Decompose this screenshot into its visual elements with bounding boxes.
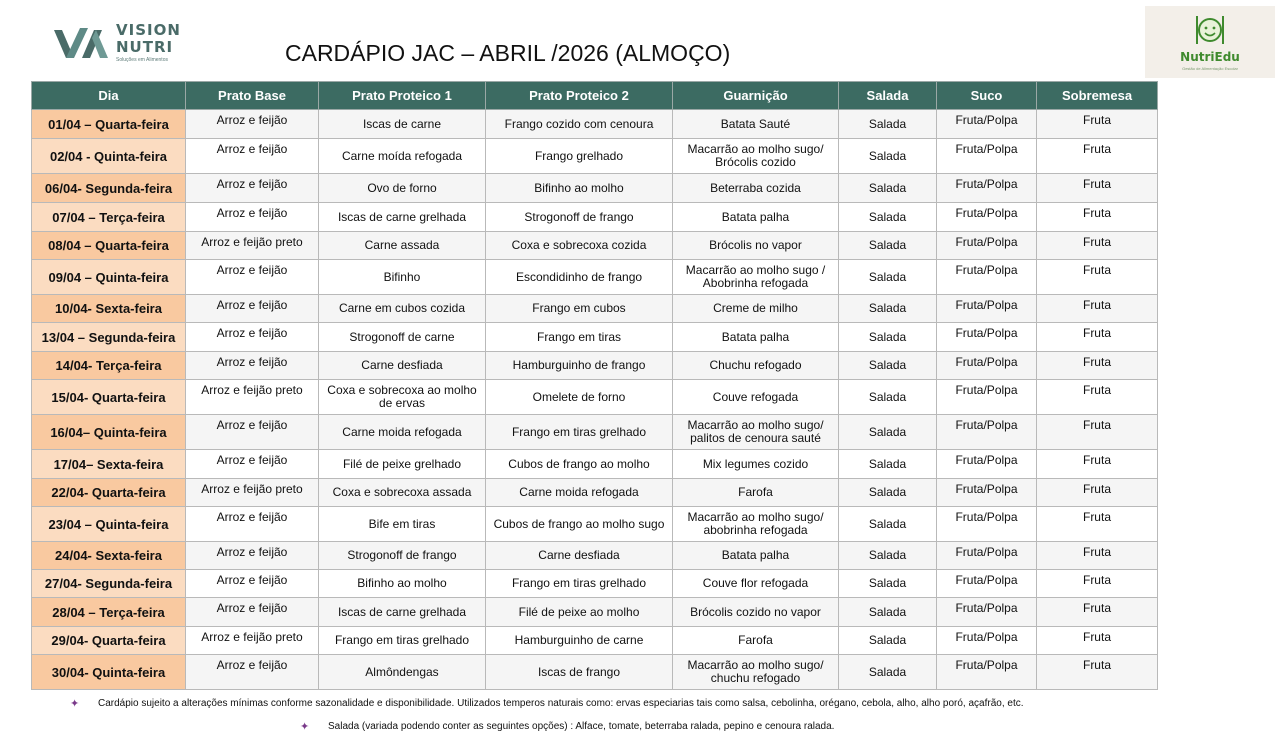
note-seasonality: Cardápio sujeito a alterações mínimas conforme sazonalidade e disponibilidade. Utilizados temperos naturais como: ervas especiarias tais como salsa, cebolinha, orégano, cebola, alho, alho poró, açafrão, etc. (98, 698, 1024, 709)
cell-prato-base: Arroz e feijão (186, 323, 319, 352)
brand-name (116, 22, 181, 56)
cell-suco: Fruta/Polpa (937, 295, 1037, 323)
cell-suco: Fruta/Polpa (937, 110, 1037, 139)
cell-salada: Salada (839, 450, 937, 479)
cell-suco: Fruta/Polpa (937, 542, 1037, 570)
cell-prato-proteico-1: Coxa e sobrecoxa assada (319, 479, 486, 507)
vision-nutri-icon (52, 24, 112, 64)
cell-prato-proteico-1: Bifinho ao molho (319, 570, 486, 598)
cell-prato-proteico-1: Carne em cubos cozida (319, 295, 486, 323)
cell-prato-proteico-2: Cubos de frango ao molho sugo (486, 507, 673, 542)
cell-guarnicao: Brócolis cozido no vapor (673, 598, 839, 627)
cell-prato-base: Arroz e feijão (186, 570, 319, 598)
table-row (32, 139, 1158, 174)
cell-prato-base: Arroz e feijão preto (186, 627, 319, 655)
cell-prato-base: Arroz e feijão (186, 542, 319, 570)
cell-prato-proteico-1: Almôndengas (319, 655, 486, 690)
cell-prato-proteico-2: Frango em cubos (486, 295, 673, 323)
cell-suco: Fruta/Polpa (937, 570, 1037, 598)
cell-dia: 07/04 – Terça-feira (32, 203, 186, 232)
cell-sobremesa: Fruta (1037, 450, 1158, 479)
cell-salada: Salada (839, 415, 937, 450)
cell-prato-base: Arroz e feijão (186, 655, 319, 690)
cell-prato-proteico-2: Carne moida refogada (486, 479, 673, 507)
cell-dia: 29/04- Quarta-feira (32, 627, 186, 655)
cell-suco: Fruta/Polpa (937, 479, 1037, 507)
cell-dia: 17/04– Sexta-feira (32, 450, 186, 479)
bullet-star-icon: ✦ (70, 698, 80, 710)
cell-prato-proteico-1: Iscas de carne grelhada (319, 203, 486, 232)
cell-suco: Fruta/Polpa (937, 139, 1037, 174)
cell-salada: Salada (839, 139, 937, 174)
cell-prato-proteico-1: Strogonoff de frango (319, 542, 486, 570)
page-title: CARDÁPIO JAC – ABRIL /2026 (ALMOÇO) (285, 40, 731, 66)
cell-dia: 10/04- Sexta-feira (32, 295, 186, 323)
cell-guarnicao: Macarrão ao molho sugo/ Brócolis cozido (673, 139, 839, 174)
cell-prato-base: Arroz e feijão (186, 174, 319, 203)
cell-prato-base: Arroz e feijão (186, 507, 319, 542)
cell-sobremesa: Fruta (1037, 323, 1158, 352)
table-row (32, 655, 1158, 690)
smiling-plate-icon (1193, 12, 1227, 48)
table-row (32, 415, 1158, 450)
cell-sobremesa: Fruta (1037, 627, 1158, 655)
cell-dia: 08/04 – Quarta-feira (32, 232, 186, 260)
cell-prato-proteico-1: Strogonoff de carne (319, 323, 486, 352)
cell-sobremesa: Fruta (1037, 598, 1158, 627)
col-header-prato-proteico-2: Prato Proteico 2 (486, 82, 673, 110)
brand-tagline: Soluções em Alimentos (116, 57, 168, 63)
cell-dia: 06/04- Segunda-feira (32, 174, 186, 203)
cell-prato-proteico-1: Carne moída refogada (319, 139, 486, 174)
cell-prato-proteico-1: Carne assada (319, 232, 486, 260)
table-row (32, 352, 1158, 380)
cell-guarnicao: Beterraba cozida (673, 174, 839, 203)
cell-suco: Fruta/Polpa (937, 655, 1037, 690)
cell-salada: Salada (839, 380, 937, 415)
cell-salada: Salada (839, 598, 937, 627)
cell-prato-base: Arroz e feijão (186, 352, 319, 380)
cell-prato-proteico-2: Frango em tiras (486, 323, 673, 352)
cell-guarnicao: Macarrão ao molho sugo / Abobrinha refogada (673, 260, 839, 295)
cell-salada: Salada (839, 570, 937, 598)
cell-sobremesa: Fruta (1037, 110, 1158, 139)
cell-dia: 02/04 - Quinta-feira (32, 139, 186, 174)
table-row (32, 232, 1158, 260)
cell-guarnicao: Creme de milho (673, 295, 839, 323)
note-salad-options: Salada (variada podendo conter as seguintes opções) : Alface, tomate, beterraba ralada, pepino e cenoura ralada. (328, 721, 835, 732)
cell-salada: Salada (839, 110, 937, 139)
cell-salada: Salada (839, 352, 937, 380)
cell-sobremesa: Fruta (1037, 174, 1158, 203)
cell-suco: Fruta/Polpa (937, 352, 1037, 380)
partner-subtitle: Gestão de Alimentação Escolar (1182, 66, 1238, 71)
nutriedu-logo (1145, 6, 1275, 78)
cell-prato-proteico-1: Bife em tiras (319, 507, 486, 542)
cell-dia: 14/04- Terça-feira (32, 352, 186, 380)
cell-sobremesa: Fruta (1037, 570, 1158, 598)
cell-prato-base: Arroz e feijão (186, 450, 319, 479)
table-row (32, 627, 1158, 655)
cell-dia: 13/04 – Segunda-feira (32, 323, 186, 352)
cell-prato-proteico-1: Iscas de carne grelhada (319, 598, 486, 627)
cell-guarnicao: Couve flor refogada (673, 570, 839, 598)
cell-suco: Fruta/Polpa (937, 323, 1037, 352)
table-row (32, 542, 1158, 570)
cell-prato-base: Arroz e feijão (186, 415, 319, 450)
cell-suco: Fruta/Polpa (937, 380, 1037, 415)
cell-prato-base: Arroz e feijão (186, 203, 319, 232)
cell-prato-base: Arroz e feijão (186, 110, 319, 139)
brand-line-1: VISION (116, 21, 181, 39)
cell-prato-base: Arroz e feijão (186, 260, 319, 295)
brand-line-2: NUTRI (116, 38, 174, 56)
col-header-salada: Salada (839, 82, 937, 110)
cell-prato-proteico-2: Frango em tiras grelhado (486, 415, 673, 450)
cell-guarnicao: Brócolis no vapor (673, 232, 839, 260)
cell-prato-proteico-1: Ovo de forno (319, 174, 486, 203)
cell-sobremesa: Fruta (1037, 655, 1158, 690)
cell-prato-proteico-2: Coxa e sobrecoxa cozida (486, 232, 673, 260)
cell-guarnicao: Batata palha (673, 323, 839, 352)
cell-sobremesa: Fruta (1037, 479, 1158, 507)
table-row (32, 507, 1158, 542)
cell-suco: Fruta/Polpa (937, 232, 1037, 260)
cell-salada: Salada (839, 323, 937, 352)
cell-salada: Salada (839, 260, 937, 295)
col-header-guarnicao: Guarnição (673, 82, 839, 110)
cell-prato-proteico-2: Iscas de frango (486, 655, 673, 690)
cell-dia: 27/04- Segunda-feira (32, 570, 186, 598)
vision-nutri-logo (52, 20, 192, 68)
cell-dia: 23/04 – Quinta-feira (32, 507, 186, 542)
cell-guarnicao: Batata palha (673, 542, 839, 570)
cell-prato-proteico-2: Carne desfiada (486, 542, 673, 570)
cell-salada: Salada (839, 479, 937, 507)
cell-salada: Salada (839, 174, 937, 203)
cell-guarnicao: Macarrão ao molho sugo/ palitos de cenoura sauté (673, 415, 839, 450)
table-row (32, 598, 1158, 627)
cell-salada: Salada (839, 542, 937, 570)
cell-sobremesa: Fruta (1037, 260, 1158, 295)
cell-suco: Fruta/Polpa (937, 598, 1037, 627)
cell-guarnicao: Mix legumes cozido (673, 450, 839, 479)
table-row (32, 570, 1158, 598)
bullet-star-icon: ✦ (300, 721, 310, 733)
cell-guarnicao: Macarrão ao molho sugo/ chuchu refogado (673, 655, 839, 690)
cell-suco: Fruta/Polpa (937, 415, 1037, 450)
cell-guarnicao: Farofa (673, 479, 839, 507)
cell-prato-base: Arroz e feijão preto (186, 380, 319, 415)
cell-dia: 15/04- Quarta-feira (32, 380, 186, 415)
cell-dia: 16/04– Quinta-feira (32, 415, 186, 450)
cell-guarnicao: Batata Sauté (673, 110, 839, 139)
table-row (32, 174, 1158, 203)
cell-prato-proteico-1: Carne desfiada (319, 352, 486, 380)
cell-sobremesa: Fruta (1037, 352, 1158, 380)
cell-sobremesa: Fruta (1037, 203, 1158, 232)
cell-prato-base: Arroz e feijão (186, 295, 319, 323)
table-row (32, 260, 1158, 295)
cell-prato-proteico-1: Bifinho (319, 260, 486, 295)
cell-prato-proteico-2: Frango grelhado (486, 139, 673, 174)
cell-suco: Fruta/Polpa (937, 260, 1037, 295)
cell-suco: Fruta/Polpa (937, 203, 1037, 232)
cell-prato-proteico-2: Frango em tiras grelhado (486, 570, 673, 598)
col-header-prato-proteico-1: Prato Proteico 1 (319, 82, 486, 110)
table-header-row (32, 82, 1158, 110)
partner-name: NutriEdu (1180, 50, 1240, 64)
cell-dia: 09/04 – Quinta-feira (32, 260, 186, 295)
table-row (32, 450, 1158, 479)
cell-sobremesa: Fruta (1037, 415, 1158, 450)
cell-prato-proteico-2: Frango cozido com cenoura (486, 110, 673, 139)
cell-guarnicao: Chuchu refogado (673, 352, 839, 380)
cell-prato-proteico-2: Omelete de forno (486, 380, 673, 415)
cell-suco: Fruta/Polpa (937, 507, 1037, 542)
col-header-dia: Dia (32, 82, 186, 110)
cell-prato-proteico-1: Iscas de carne (319, 110, 486, 139)
cell-prato-proteico-2: Strogonoff de frango (486, 203, 673, 232)
table-row (32, 110, 1158, 139)
table-row (32, 323, 1158, 352)
col-header-sobremesa: Sobremesa (1037, 82, 1158, 110)
cell-prato-proteico-2: Hamburguinho de carne (486, 627, 673, 655)
cell-salada: Salada (839, 507, 937, 542)
cell-prato-proteico-1: Filé de peixe grelhado (319, 450, 486, 479)
table-row (32, 479, 1158, 507)
menu-table (31, 81, 1158, 690)
cell-salada: Salada (839, 203, 937, 232)
cell-prato-base: Arroz e feijão (186, 139, 319, 174)
col-header-prato-base: Prato Base (186, 82, 319, 110)
table-row (32, 203, 1158, 232)
cell-guarnicao: Macarrão ao molho sugo/ abobrinha refogada (673, 507, 839, 542)
cell-salada: Salada (839, 295, 937, 323)
cell-sobremesa: Fruta (1037, 139, 1158, 174)
cell-sobremesa: Fruta (1037, 232, 1158, 260)
cell-dia: 28/04 – Terça-feira (32, 598, 186, 627)
cell-dia: 30/04- Quinta-feira (32, 655, 186, 690)
cell-salada: Salada (839, 627, 937, 655)
table-row (32, 380, 1158, 415)
cell-guarnicao: Farofa (673, 627, 839, 655)
table-row (32, 295, 1158, 323)
cell-prato-base: Arroz e feijão (186, 598, 319, 627)
cell-suco: Fruta/Polpa (937, 450, 1037, 479)
cell-dia: 24/04- Sexta-feira (32, 542, 186, 570)
cell-prato-proteico-1: Carne moida refogada (319, 415, 486, 450)
cell-prato-proteico-1: Coxa e sobrecoxa ao molho de ervas (319, 380, 486, 415)
cell-salada: Salada (839, 655, 937, 690)
cell-sobremesa: Fruta (1037, 507, 1158, 542)
col-header-suco: Suco (937, 82, 1037, 110)
cell-dia: 22/04- Quarta-feira (32, 479, 186, 507)
cell-prato-proteico-2: Cubos de frango ao molho (486, 450, 673, 479)
cell-sobremesa: Fruta (1037, 380, 1158, 415)
cell-suco: Fruta/Polpa (937, 174, 1037, 203)
cell-prato-proteico-2: Escondidinho de frango (486, 260, 673, 295)
cell-guarnicao: Couve refogada (673, 380, 839, 415)
cell-salada: Salada (839, 232, 937, 260)
cell-prato-base: Arroz e feijão preto (186, 232, 319, 260)
cell-sobremesa: Fruta (1037, 295, 1158, 323)
cell-prato-proteico-1: Frango em tiras grelhado (319, 627, 486, 655)
cell-dia: 01/04 – Quarta-feira (32, 110, 186, 139)
cell-prato-proteico-2: Bifinho ao molho (486, 174, 673, 203)
cell-prato-base: Arroz e feijão preto (186, 479, 319, 507)
cell-prato-proteico-2: Filé de peixe ao molho (486, 598, 673, 627)
cell-prato-proteico-2: Hamburguinho de frango (486, 352, 673, 380)
cell-guarnicao: Batata palha (673, 203, 839, 232)
cell-suco: Fruta/Polpa (937, 627, 1037, 655)
cell-sobremesa: Fruta (1037, 542, 1158, 570)
